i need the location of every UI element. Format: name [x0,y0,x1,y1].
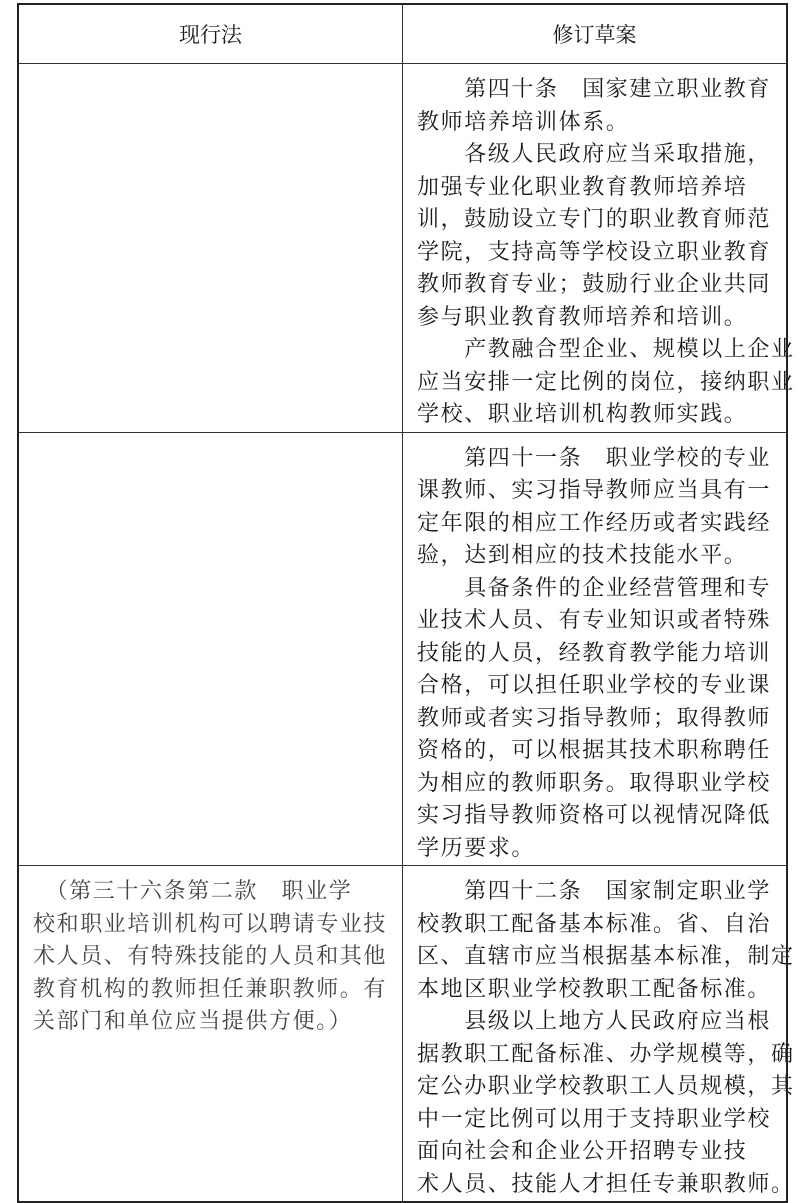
header-revised-draft: 修订草案 [403,4,788,64]
current-law-cell [18,64,403,433]
text-line: 定年限的相应工作经历或者实践经 [417,510,772,536]
text-line: 教育机构的教师担任兼职教师。有 [33,976,388,1002]
text-line: 第四十条 国家建立职业教育 [417,77,772,102]
text-line: 术人员、有特殊技能的人员和其他 [33,944,388,969]
text-line: 第四十一条 职业学校的专业 [417,445,772,471]
text-line: 产教融合型企业、规模以上企业 [417,337,795,362]
text-line: 定公办职业学校教职工人员规模，其 [417,1074,795,1099]
text-line: 实习指导教师资格可以视情况降低 [417,803,772,828]
text-line: 为相应的教师职务。取得职业学校 [417,770,772,796]
text-line: （第三十六条第二款 职业学 [33,879,353,904]
text-line: 县级以上地方人民政府应当根 [417,1009,772,1034]
text-line: 课教师、实习指导教师应当具有一 [417,478,772,503]
revised-draft-cell [403,866,795,1203]
text-line: 应当安排一定比例的岗位，接纳职业 [417,369,795,395]
text-line: 据教职工配备标准、办学规模等，确 [417,1041,795,1067]
text-line: 具备条件的企业经营管理和专 [417,575,772,601]
text-line: 训，鼓励设立专门的职业教育师范 [417,207,772,232]
text-line: 本地区职业学校教职工配备标准。 [417,976,772,1002]
law-comparison-table [17,3,795,1203]
text-line: 学院，支持高等学校设立职业教育 [417,239,772,265]
text-line: 合格，可以担任职业学校的专业课 [417,673,772,698]
text-line: 教师教育专业；鼓励行业企业共同 [417,272,772,297]
text-line: 加强专业化职业教育教师培养培 [417,174,748,200]
revised-draft-cell [403,432,788,866]
current-law-cell [18,432,403,866]
text-line: 教师或者实习指导教师；取得教师 [417,705,772,731]
text-line: 技能的人员，经教育教学能力培训 [417,640,772,666]
text-line: 关部门和单位应当提供方便。） [33,1009,353,1034]
table-row [18,866,787,1203]
text-line: 参与职业教育教师培养和培训。 [417,304,748,330]
table-row [18,64,787,433]
text-line: 术人员、技能人才担任专兼职教师。 [417,1171,795,1197]
text-line: 校和职业培训机构可以聘请专业技 [33,911,388,937]
text-line: 中一定比例可以用于支持职业学校 [417,1106,772,1132]
text-line: 各级人民政府应当采取措施， [417,142,772,167]
text-line: 学校、职业培训机构教师实践。 [417,402,748,427]
text-line: 业技术人员、有专业知识或者特殊 [417,608,772,633]
current-law-cell [18,866,403,1203]
text-line: 验，达到相应的技术技能水平。 [417,543,748,568]
header-current-law: 现行法 [18,4,403,64]
text-line: 第四十二条 国家制定职业学 [417,879,772,904]
table-header-row [18,4,787,64]
text-line: 面向社会和企业公开招聘专业技 [417,1139,748,1164]
text-line: 区、直辖市应当根据基本标准，制定 [417,944,795,969]
revised-draft-cell [403,64,795,433]
table-row [18,432,787,866]
text-line: 资格的，可以根据其技术职称聘任 [417,738,772,763]
text-line: 学历要求。 [417,835,536,861]
text-line: 校教职工配备基本标准。省、自治 [417,911,772,937]
text-line: 教师培养培训体系。 [417,109,630,135]
